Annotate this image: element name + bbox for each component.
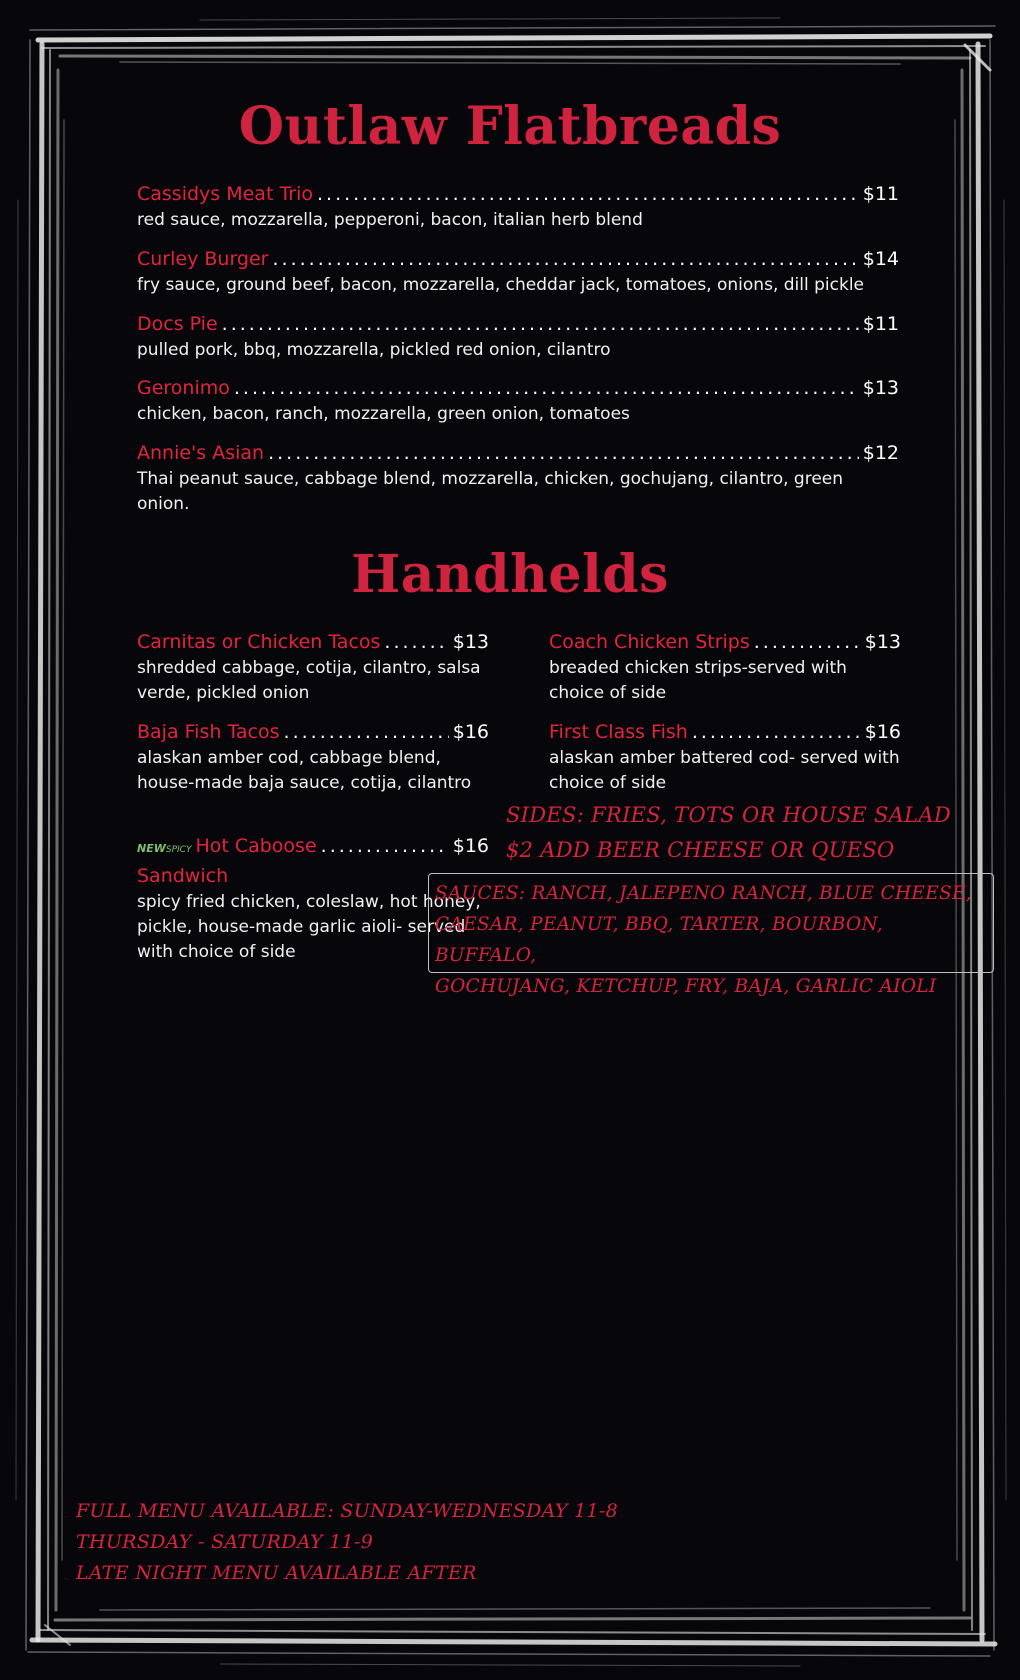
item-name: Cassidys Meat Trio (137, 183, 313, 205)
menu-item (549, 629, 901, 706)
item-price: $16 (864, 721, 901, 743)
leader-dots (273, 246, 859, 272)
menu-item (137, 311, 899, 363)
leader-dots (234, 375, 859, 401)
item-price: $14 (862, 248, 899, 270)
leader-dots (692, 719, 861, 745)
item-description: breaded chicken strips-served with choice of side (549, 658, 847, 703)
item-name: Coach Chicken Strips (549, 631, 750, 653)
item-description: alaskan amber cod, cabbage blend, house-made baja sauce, cotija, cilantro (137, 748, 472, 793)
sauces-line: GOCHUJANG, KETCHUP, FRY, BAJA, GARLIC AIOLI (435, 976, 937, 997)
item-name-continued: Sandwich (137, 865, 229, 887)
item-price: $11 (862, 313, 899, 335)
sauces-box (428, 873, 994, 997)
item-name: Baja Fish Tacos (137, 721, 280, 743)
leader-dots (222, 311, 859, 337)
hours-footer (76, 1496, 726, 1589)
item-name: First Class Fish (549, 721, 688, 743)
item-description: fry sauce, ground beef, bacon, mozzarella, cheddar jack, tomatoes, onions, dill pickle (137, 275, 864, 295)
leader-dots (321, 833, 449, 859)
leader-dots (754, 629, 861, 655)
item-name: Hot Caboose (195, 835, 317, 857)
menu-item (137, 181, 899, 233)
hours-line: FULL MENU AVAILABLE: SUNDAY-WEDNESDAY 11-8 (76, 1500, 619, 1522)
leader-dots (384, 629, 448, 655)
item-description: alaskan amber battered cod- served with choice of side (549, 748, 900, 793)
menu-item (137, 440, 899, 517)
item-price: $13 (864, 631, 901, 653)
new-badge: NEW (137, 842, 166, 855)
leader-dots (317, 181, 859, 207)
item-description: red sauce, mozzarella, pepperoni, bacon, italian herb blend (137, 210, 643, 230)
item-description: chicken, bacon, ranch, mozzarella, green onion, tomatoes (137, 404, 630, 424)
flatbreads-heading: Outlaw Flatbreads (238, 96, 782, 157)
item-name: Annie's Asian (137, 442, 265, 464)
handhelds-heading: Handhelds (351, 544, 669, 605)
spicy-badge: SPICY (165, 845, 192, 855)
item-name: Geronimo (137, 377, 230, 399)
item-description: shredded cabbage, cotija, cilantro, salsa verde, pickled onion (137, 658, 481, 703)
menu-item (137, 246, 899, 298)
item-price: $12 (862, 442, 899, 464)
item-price: $13 (452, 631, 489, 653)
item-description: pulled pork, bbq, mozzarella, pickled red onion, cilantro (137, 340, 611, 360)
menu-item (137, 629, 489, 706)
item-price: $16 (452, 721, 489, 743)
menu-item (549, 719, 901, 796)
sides-line: SIDES: FRIES, TOTS OR HOUSE SALAD (506, 803, 951, 827)
item-price: $13 (862, 377, 899, 399)
menu-item (137, 375, 899, 427)
item-description: Thai peanut sauce, cabbage blend, mozzarella, chicken, gochujang, cilantro, green onion. (137, 469, 844, 514)
hours-line: THURSDAY - SATURDAY 11-9 (76, 1531, 374, 1553)
item-price: $16 (452, 835, 489, 857)
sauces-line: CAESAR, PEANUT, BBQ, TARTER, BOURBON, BUFFALO, (435, 914, 883, 966)
item-name: Docs Pie (137, 313, 218, 335)
leader-dots (268, 440, 859, 466)
menu-item (137, 719, 489, 796)
item-price: $11 (862, 183, 899, 205)
sauces-line: SAUCES: RANCH, JALEPENO RANCH, BLUE CHEESE, (435, 883, 972, 904)
leader-dots (284, 719, 449, 745)
sides-note (506, 798, 976, 868)
item-name: Curley Burger (137, 248, 269, 270)
sides-addon-line: $2 ADD BEER CHEESE OR QUESO (506, 838, 895, 862)
item-name: Carnitas or Chicken Tacos (137, 631, 381, 653)
item-description: spicy fried chicken, coleslaw, hot honey, pickle, house-made garlic aioli- served with choice of side (137, 892, 481, 962)
hours-line: LATE NIGHT MENU AVAILABLE AFTER (76, 1562, 477, 1584)
